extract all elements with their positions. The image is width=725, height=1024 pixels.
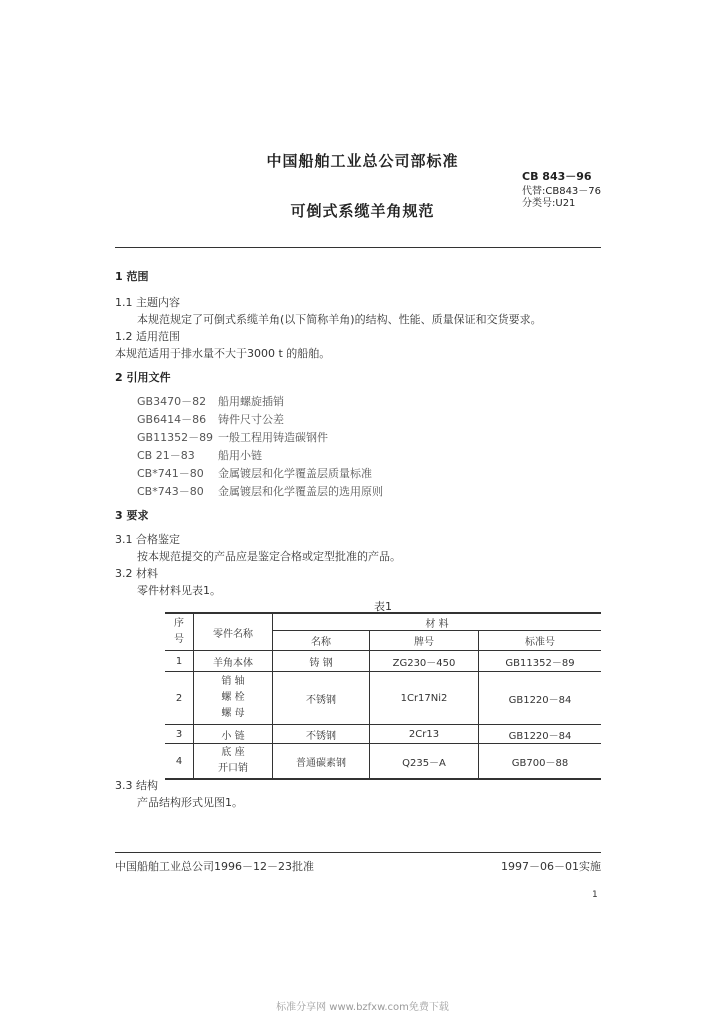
- table-row: [165, 725, 601, 744]
- page-number: 1: [592, 890, 598, 900]
- cell-no: 1: [165, 651, 194, 672]
- cell-no: 3: [165, 725, 194, 744]
- cell-material-name: 铸 钢: [273, 651, 370, 672]
- cell-grade: 1Cr17Ni2: [370, 672, 479, 725]
- ref-code: GB3470－82: [137, 395, 207, 408]
- cell-grade: ZG230－450: [370, 651, 479, 672]
- section-1-1-text: 本规范规定了可倒式系缆羊角(以下简称羊角)的结构、性能、质量保证和交货要求。: [137, 313, 542, 326]
- ref-name: 金属镀层和化学覆盖层质量标准: [218, 467, 372, 480]
- cell-part: 底 座 开口销: [194, 744, 273, 780]
- replaces-code: 代替:CB843－76: [522, 186, 602, 197]
- cell-standard: GB11352－89: [479, 651, 602, 672]
- watermark-text: 标准分享网 www.bzfxw.com免费下载: [276, 1002, 449, 1013]
- header-grade: 牌号: [370, 631, 479, 651]
- cell-material-name: 不锈钢: [273, 725, 370, 744]
- cell-standard: GB700－88: [479, 744, 602, 780]
- section-1-2-heading: 1.2 适用范围: [115, 330, 180, 343]
- header-rule: [115, 247, 601, 248]
- table-header-row: [165, 613, 601, 631]
- cell-material-name: 普通碳素钢: [273, 744, 370, 780]
- table-row: [165, 744, 601, 780]
- category-code: 分类号:U21: [522, 198, 576, 209]
- ref-code: CB 21－83: [137, 449, 195, 462]
- ref-code: CB*743－80: [137, 485, 204, 498]
- effective-date: 1997－06－01实施: [501, 860, 601, 873]
- cell-grade: Q235－A: [370, 744, 479, 780]
- approval-line: 中国船舶工业总公司1996－12－23批准: [115, 860, 314, 873]
- materials-table: [165, 612, 601, 780]
- cell-part: 小 链: [194, 725, 273, 744]
- document-title: 可倒式系缆羊角规范: [290, 202, 435, 220]
- section-3-1-heading: 3.1 合格鉴定: [115, 533, 180, 546]
- table-caption: 表1: [374, 600, 392, 613]
- ref-code: GB6414－86: [137, 413, 207, 426]
- header-part: 零件名称: [194, 613, 273, 651]
- header-no: 序号: [165, 613, 194, 651]
- section-3-2-text: 零件材料见表1。: [137, 584, 221, 597]
- cell-no: 2: [165, 672, 194, 725]
- cell-standard: GB1220－84: [479, 672, 602, 725]
- cell-grade: 2Cr13: [370, 725, 479, 744]
- cell-material-name: 不锈钢: [273, 672, 370, 725]
- section-1-2-text: 本规范适用于排水量不大于3000 t 的船舶。: [115, 347, 331, 360]
- header-material: 材 料: [273, 613, 602, 631]
- table-row: [165, 672, 601, 725]
- standard-code: CB 843－96: [522, 170, 592, 183]
- ref-name: 船用小链: [218, 449, 262, 462]
- ref-name: 一般工程用铸造碳钢件: [218, 431, 328, 444]
- ref-code: GB11352－89: [137, 431, 214, 444]
- cell-part: 羊角本体: [194, 651, 273, 672]
- section-3-2-heading: 3.2 材料: [115, 567, 158, 580]
- section-2-heading: 2 引用文件: [115, 371, 171, 384]
- ref-name: 铸件尺寸公差: [218, 413, 284, 426]
- ref-name: 船用螺旋插销: [218, 395, 284, 408]
- cell-no: 4: [165, 744, 194, 780]
- ref-name: 金属镀层和化学覆盖层的选用原则: [218, 485, 383, 498]
- table-row: [165, 651, 601, 672]
- cell-part: 销 轴 螺 栓 螺 母: [194, 672, 273, 725]
- section-3-3-text: 产品结构形式见图1。: [137, 796, 243, 809]
- header-standard: 标准号: [479, 631, 602, 651]
- section-1-1-heading: 1.1 主题内容: [115, 296, 180, 309]
- footer-rule: [115, 852, 601, 853]
- ref-code: CB*741－80: [137, 467, 204, 480]
- section-3-heading: 3 要求: [115, 509, 149, 522]
- section-1-heading: 1 范围: [115, 270, 149, 283]
- cell-standard: GB1220－84: [479, 725, 602, 744]
- section-3-3-heading: 3.3 结构: [115, 779, 158, 792]
- issuing-organization: 中国船舶工业总公司部标准: [266, 152, 459, 170]
- section-3-1-text: 按本规范提交的产品应是鉴定合格或定型批准的产品。: [137, 550, 401, 563]
- header-material-name: 名称: [273, 631, 370, 651]
